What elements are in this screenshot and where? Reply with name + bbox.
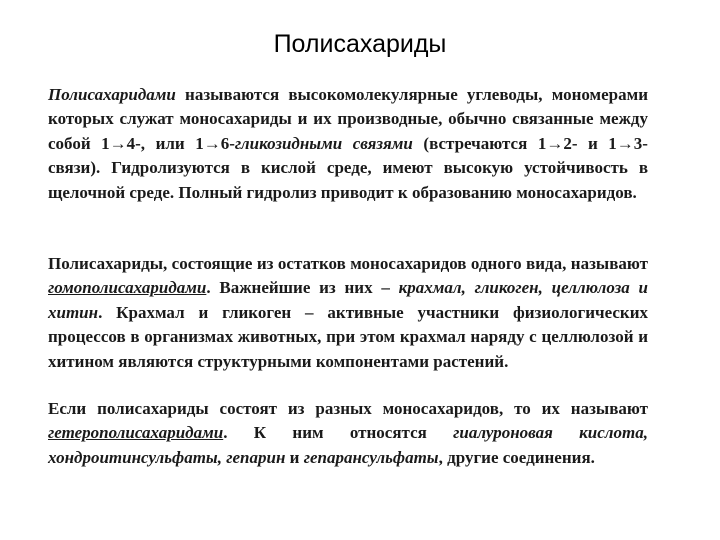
term-heparin: гепарин — [226, 447, 286, 467]
paragraph-definition — [48, 83, 648, 205]
term-homopolysaccharides: гомополисахаридами — [48, 278, 207, 298]
text-segment: , другие соединения. — [438, 447, 595, 467]
text-segment: , — [461, 278, 475, 298]
text-segment: (встречаются 1→2- и 1→3- связи). Гидролизуются в кислой среде, имеют высокую устойчивость в щелочной среде. Полный гидролиз приводит к образованию моносахаридов. — [48, 133, 648, 202]
term-glycogen: гликоген — [474, 278, 539, 298]
term-glycosidic-bonds: гликозидными связями — [234, 133, 413, 153]
text-segment: . Важнейшие из них – — [206, 278, 399, 298]
term-starch: крахмал — [398, 278, 462, 298]
term-chitin: хитин — [48, 302, 99, 322]
term-heteropolysaccharides: гетерополисахаридами — [48, 423, 224, 443]
text-segment: , — [217, 447, 227, 467]
text-segment: Если полисахариды состоят из разных моносахаридов, то их называют — [48, 399, 648, 418]
text-segment: и — [285, 447, 304, 467]
term-heparan-sulfates: гепарансульфаты — [303, 447, 439, 467]
text-segment: и — [629, 278, 648, 298]
term-chondroitin-sulfates: хондроитинсульфаты — [48, 447, 218, 467]
text-segment: Полисахариды, состоящие из остатков моносахаридов одного вида, называют — [48, 254, 648, 273]
page-title: Полисахариды — [273, 30, 447, 58]
term-polysaccharides: Полисахаридами — [48, 85, 176, 104]
paragraph-heteropolysaccharides — [48, 397, 648, 470]
term-cellulose: целлюлоза — [551, 278, 630, 298]
paragraph-homopolysaccharides — [48, 252, 648, 374]
text-segment: , — [643, 423, 648, 443]
text-segment: , — [538, 278, 552, 298]
text-segment: . К ним относятся — [223, 423, 454, 443]
term-hyaluronic-acid: гиалуроновая кислота — [453, 423, 644, 443]
text-segment: называются высокомолекулярные углеводы, мономерами которых служат моносахариды и их производные, обычно связанные между собой 1→4-, или 1→6- — [48, 85, 648, 153]
text-segment: . Крахмал и гликоген – активные участники физиологических процессов в организмах животных, при этом крахмал наряду с целлюлозой и хитином являются структурными компонентами растений. — [48, 302, 648, 371]
